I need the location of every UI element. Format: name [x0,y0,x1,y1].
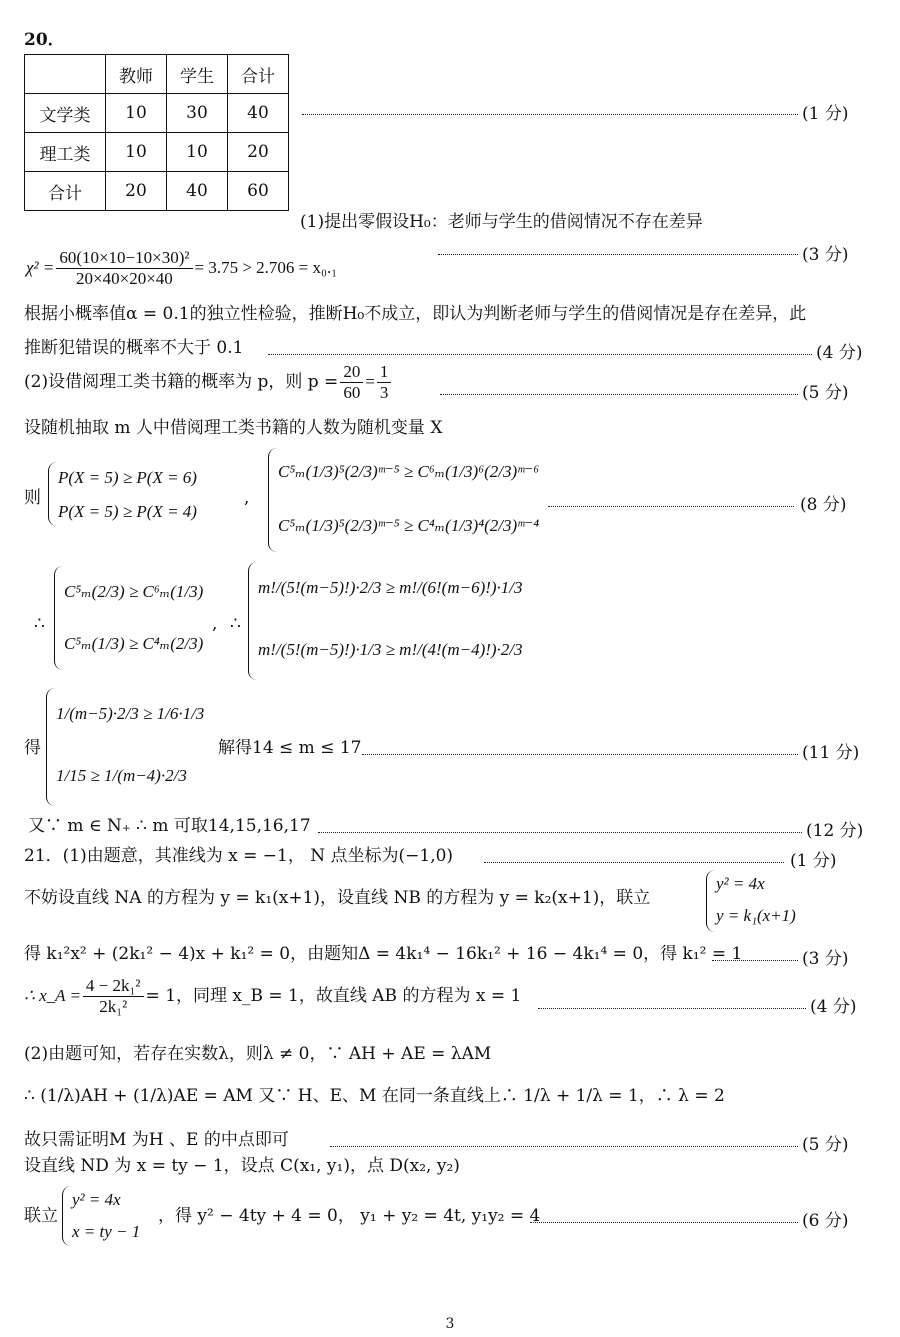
table-cell [25,55,106,94]
score-label: (1 分) [802,104,849,124]
table-cell: 合计 [25,172,106,211]
fraction-numerator: 1 [377,362,392,383]
inequality: P(X = 5) ≥ P(X = 4) [58,502,197,521]
vector-condition: (2)由题可知，若存在实数λ，则λ ≠ 0，∵ AH + AE = λAM [24,1044,492,1064]
lianli-label: 联立 [24,1206,58,1226]
table-cell: 10 [167,133,228,172]
leader-dots [268,354,812,355]
table-cell: 文学类 [25,94,106,133]
fraction [377,362,392,402]
system-equation: x = ty − 1 [72,1222,141,1241]
table-cell: 10 [106,94,167,133]
table-header-row [25,55,289,94]
leader-dots [318,832,802,833]
random-variable-definition: 设随机抽取 m 人中借阅理工类书籍的人数为随机变量 X [24,418,443,438]
inequality: P(X = 5) ≥ P(X = 6) [58,468,197,487]
fraction-denominator: 20×40×20×40 [76,268,173,288]
table-cell: 40 [167,172,228,211]
fraction [340,362,363,402]
left-brace [48,462,57,526]
conclusion-line-2: 推断犯错误的概率不大于 0.1 [24,338,244,358]
leader-dots [538,1008,806,1009]
vieta-line: ，得 y² − 4ty + 4 = 0， y₁ + y₂ = 4t, y₁y₂ = 4 [158,1206,541,1226]
comma: , [212,614,218,634]
final-answer: 又∵ m ∈ N₊ ∴ m 可取14,15,16,17 [28,816,311,836]
probability-line [24,362,393,402]
score-label: (12 分) [806,821,864,841]
leader-dots [330,1146,798,1147]
table-cell: 20 [106,172,167,211]
inequality: C⁵ₘ(1/3)⁵(2/3)ᵐ⁻⁵ ≥ C⁶ₘ(1/3)⁶(2/3)ᵐ⁻⁶ [278,462,540,481]
question-number-20: 20． [24,30,65,50]
system-equation: y = k₁(x+1) [716,906,796,925]
table-cell: 教师 [106,55,167,94]
chi-square-formula [26,248,337,288]
leader-dots [302,114,798,115]
table-cell: 60 [228,172,289,211]
chi-square-lhs: χ² = [26,257,55,277]
discriminant-line: 得 k₁²x² + (2k₁² − 4)x + k₁² = 0，由题知Δ = 4k₁⁴ − 16k₁² + 16 − 4k₁⁴ = 0，得 k₁² = 1 [24,944,743,964]
table-row [25,94,289,133]
left-brace [706,870,715,932]
page-number: 3 [445,1316,455,1332]
inequality: m!/(5!(m−5)!)·1/3 ≥ m!/(4!(m−4)!)·2/3 [258,640,523,659]
score-label: (4 分) [816,343,863,363]
left-brace [248,562,257,680]
chi-square-fraction [56,248,192,288]
left-brace [62,1186,71,1246]
score-label: (3 分) [802,949,849,969]
table-row [25,133,289,172]
left-brace [46,688,55,806]
fraction-numerator: 60(10×10−10×30)² [56,248,192,269]
score-label: (8 分) [800,495,847,515]
fraction-denominator: 60 [343,382,361,402]
leader-dots [362,754,798,755]
score-label: (4 分) [810,997,857,1017]
left-brace [54,566,63,670]
system-equation: y² = 4x [72,1190,121,1209]
score-label: (3 分) [802,245,849,265]
xa-line [24,976,521,1016]
xa-rhs: = 1，同理 x_B = 1，故直线 AB 的方程为 x = 1 [145,985,522,1006]
system-equation: y² = 4x [716,874,765,893]
fraction-numerator: 20 [340,362,363,383]
leader-dots [438,254,798,255]
leader-dots [548,506,794,507]
table-cell: 40 [228,94,289,133]
fraction-numerator: 4 − 2k₁² [83,976,144,997]
score-label: (6 分) [802,1211,849,1231]
inequality: 1/(m−5)·2/3 ≥ 1/6·1/3 [56,704,205,723]
inequality: 1/15 ≥ 1/(m−4)·2/3 [56,766,187,785]
null-hypothesis: (1)提出零假设H₀：老师与学生的借阅情况不存在差异 [300,212,703,232]
solution-range: 解得14 ≤ m ≤ 17 [218,738,362,758]
line-nd: 设直线 ND 为 x = ty − 1，设点 C(x₁, y₁)，点 D(x₂, y₂) [24,1156,460,1176]
leader-dots [530,1222,798,1223]
chi-square-rhs: = 3.75 > 2.706 = x₀.₁ [194,257,338,277]
inequality: m!/(5!(m−5)!)·2/3 ≥ m!/(6!(m−6)!)·1/3 [258,578,523,597]
leader-dots [484,862,784,863]
q21-part1-line: 21．(1)由题意，其准线为 x = −1， N 点坐标为(−1,0) [24,846,454,866]
inequality: C⁵ₘ(2/3) ≥ C⁶ₘ(1/3) [64,582,204,601]
table-cell: 理工类 [25,133,106,172]
ze-label: 则 [24,488,41,508]
table-cell: 10 [106,133,167,172]
probability-text: (2)设借阅理工类书籍的概率为 p，则 p = [24,371,339,392]
fraction-denominator: 3 [379,382,389,402]
table-cell: 20 [228,133,289,172]
table-cell: 学生 [167,55,228,94]
comma: , [244,488,250,508]
borrow-table [24,54,289,211]
left-brace [268,448,277,552]
conclusion-line-1: 根据小概率值α = 0.1的独立性检验，推断H₀不成立，即认为判断老师与学生的借阅情况是存在差异，此 [24,304,807,324]
line-equations: 不妨设直线 NA 的方程为 y = k₁(x+1)，设直线 NB 的方程为 y = k₂(x+1)，联立 [24,888,651,908]
therefore-symbol: ∴ [230,614,241,634]
table-cell: 合计 [228,55,289,94]
collinear-line: ∴ (1/λ)AH + (1/λ)AE = AM 又∵ H、E、M 在同一条直线上∴ 1/λ + 1/λ = 1，∴ λ = 2 [24,1086,725,1106]
table-row [25,172,289,211]
table-cell: 30 [167,94,228,133]
score-label: (11 分) [802,743,860,763]
leader-dots [712,960,798,961]
midpoint-line: 故只需证明M 为H 、E 的中点即可 [24,1130,289,1150]
score-label: (1 分) [790,851,837,871]
inequality: C⁵ₘ(1/3)⁵(2/3)ᵐ⁻⁵ ≥ C⁴ₘ(1/3)⁴(2/3)ᵐ⁻⁴ [278,516,540,535]
inequality: C⁵ₘ(1/3) ≥ C⁴ₘ(2/3) [64,634,204,653]
xa-lhs: ∴ x_A = [24,985,81,1005]
de-label: 得 [24,738,41,758]
equals-sign: = [365,371,375,391]
fraction [83,976,144,1016]
leader-dots [440,394,798,395]
score-label: (5 分) [802,1135,849,1155]
fraction-denominator: 2k₁² [99,996,128,1016]
score-label: (5 分) [802,383,849,403]
therefore-symbol: ∴ [34,614,45,634]
